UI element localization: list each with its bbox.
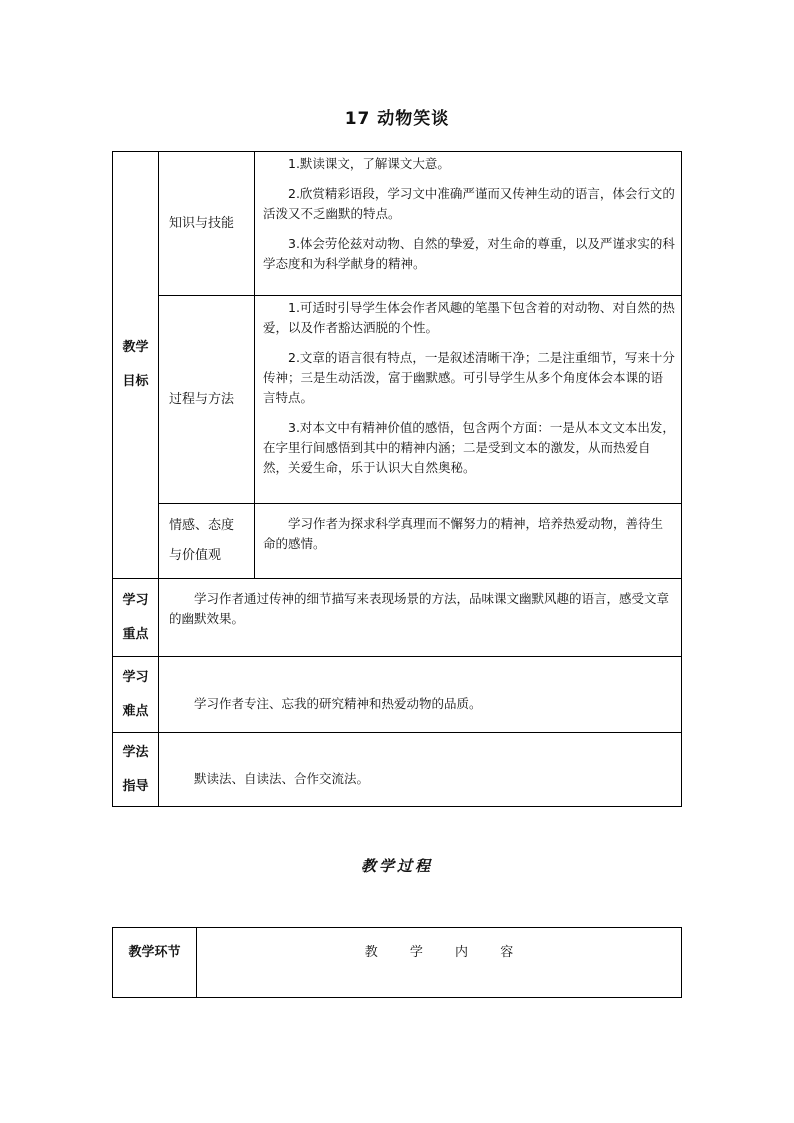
focus-header: [113, 579, 159, 657]
page-title: 17 动物笑谈: [344, 109, 450, 129]
process-title: 教学过程: [360, 857, 433, 875]
emotion-label: [159, 504, 255, 579]
goals-header-line2: 目标: [122, 374, 149, 389]
process-method-label: 过程与方法: [159, 296, 255, 504]
method-text: 默读法、自读法、合作交流法。: [194, 770, 370, 786]
emotion-text: 学习作者为探求科学真理而不懈努力的精神，培养热爱动物，善待生命的感情。: [263, 516, 664, 551]
focus-text: 学习作者通过传神的细节描写来表现场景的方法，品味课文幽默风趣的语言，感受文章的幽默效果。: [169, 591, 670, 626]
emotion-label-line2: 与价值观: [169, 548, 222, 563]
knowledge-item: 2.欣赏精彩语段，学习文中准确严谨而又传神生动的语言，体会行文的活泼又不乏幽默的特点。: [263, 186, 675, 221]
process-item: 3.对本文中有精神价值的感悟，包含两个方面：一是从本文文本出发，在字里行间感悟到其中的精神内涵；二是受到文本的激发，从而热爱自然，关爱生命，乐于认识大自然奥秘。: [263, 420, 675, 475]
emotion-label-line1: 情感、态度: [169, 518, 235, 533]
process-col-stage: 教学环节: [113, 928, 197, 998]
method-header-line1: 学法: [122, 744, 149, 760]
goals-header: [113, 152, 159, 579]
emotion-content: [255, 504, 682, 579]
process-method-content: [255, 296, 682, 504]
process-col-content: 教 学 内 容: [197, 928, 682, 998]
method-header-line2: 指导: [122, 778, 149, 794]
focus-content: [159, 579, 682, 657]
focus-header-line2: 重点: [122, 626, 149, 642]
difficulty-header: [113, 657, 159, 733]
difficulty-header-line2: 难点: [122, 703, 149, 719]
difficulty-header-line1: 学习: [122, 669, 149, 685]
teaching-goals-table: [112, 151, 682, 807]
process-item: 2.文章的语言很有特点，一是叙述清晰干净；二是注重细节，写来十分传神；三是生动活泼，富于幽默感。可引导学生从多个角度体会本课的语言特点。: [263, 350, 675, 405]
knowledge-label: 知识与技能: [159, 152, 255, 296]
method-header: [113, 733, 159, 807]
goals-header-line1: 教学: [122, 340, 149, 355]
focus-header-line1: 学习: [122, 592, 149, 608]
difficulty-text: 学习作者专注、忘我的研究精神和热爱动物的品质。: [194, 695, 482, 711]
difficulty-content: [159, 657, 682, 733]
knowledge-item: 3.体会劳伦兹对动物、自然的挚爱，对生命的尊重，以及严谨求实的科学态度和为科学献身的精神。: [263, 236, 675, 271]
method-content: [159, 733, 682, 807]
knowledge-content: [255, 152, 682, 296]
knowledge-item: 1.默读课文，了解课文大意。: [288, 156, 450, 171]
process-item: 1.可适时引导学生体会作者风趣的笔墨下包含着的对动物、对自然的热爱，以及作者豁达洒脱的个性。: [263, 300, 675, 335]
teaching-process-table: [112, 927, 682, 998]
